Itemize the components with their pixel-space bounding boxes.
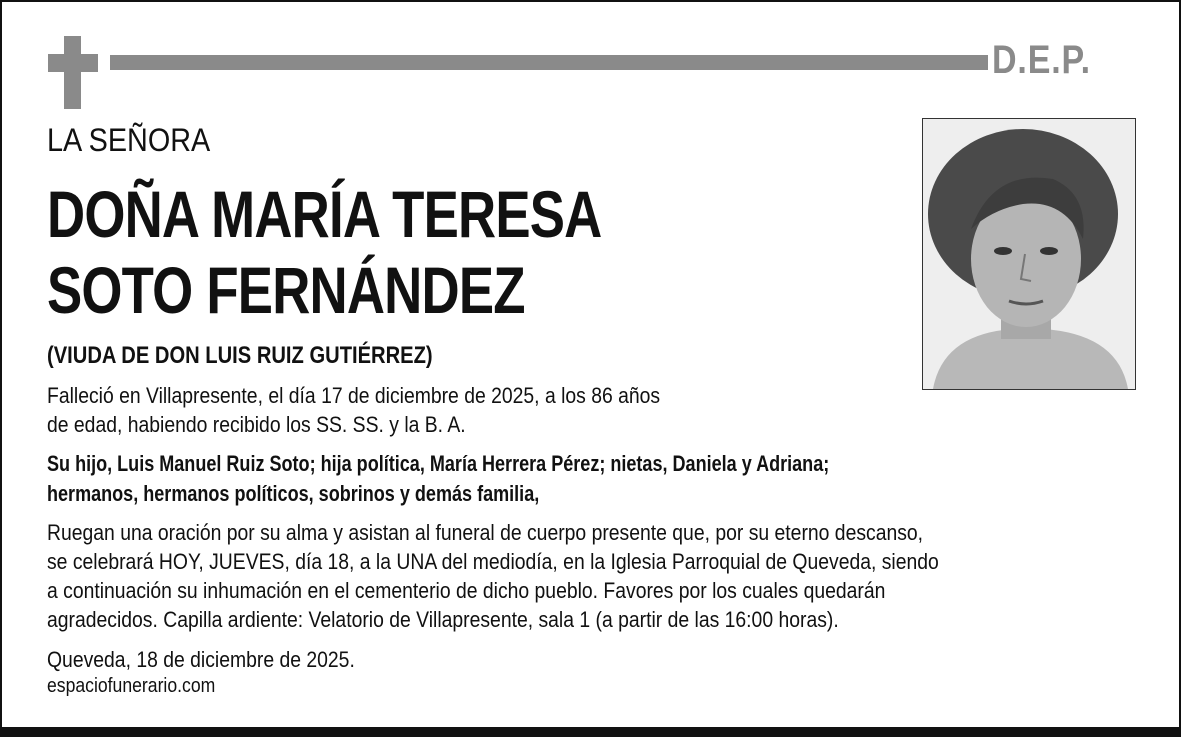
death-notice-line: de edad, habiendo recibido los SS. SS. y la B. A. [47, 412, 466, 437]
request-line: agradecidos. Capilla ardiente: Velatorio de Villapresente, sala 1 (a partir de las 16:00 horas). [47, 607, 839, 632]
intro-label: LA SEÑORA [47, 122, 211, 158]
request-line: Ruegan una oración por su alma y asistan al funeral de cuerpo presente que, por su eterno descanso, [47, 520, 924, 545]
header-rule [110, 55, 988, 70]
widow-of: (VIUDA DE DON LUIS RUIZ GUTIÉRREZ) [47, 342, 433, 369]
portrait-photo [922, 118, 1136, 390]
website: espaciofunerario.com [47, 675, 216, 697]
dep-label: D.E.P. [992, 38, 1091, 82]
bottom-border [0, 727, 1181, 737]
place-date: Queveda, 18 de diciembre de 2025. [47, 647, 355, 672]
request-line: a continuación su inhumación en el cementerio de dicho pueblo. Favores por los cuales quedarán [47, 578, 886, 603]
family-line: hermanos, hermanos políticos, sobrinos y demás familia, [47, 481, 540, 506]
cross-icon-bar [48, 54, 98, 72]
family-line: Su hijo, Luis Manuel Ruiz Soto; hija política, María Herrera Pérez; nietas, Daniela y Adriana; [47, 451, 830, 476]
death-notice-line: Falleció en Villapresente, el día 17 de diciembre de 2025, a los 86 años [47, 383, 661, 408]
deceased-name-line-1: DOÑA MARÍA TERESA [47, 177, 602, 251]
deceased-name-line-2: SOTO FERNÁNDEZ [47, 253, 525, 327]
cross-icon [64, 36, 81, 109]
request-line: se celebrará HOY, JUEVES, día 18, a la UNA del mediodía, en la Iglesia Parroquial de Queveda, siendo [47, 549, 939, 574]
